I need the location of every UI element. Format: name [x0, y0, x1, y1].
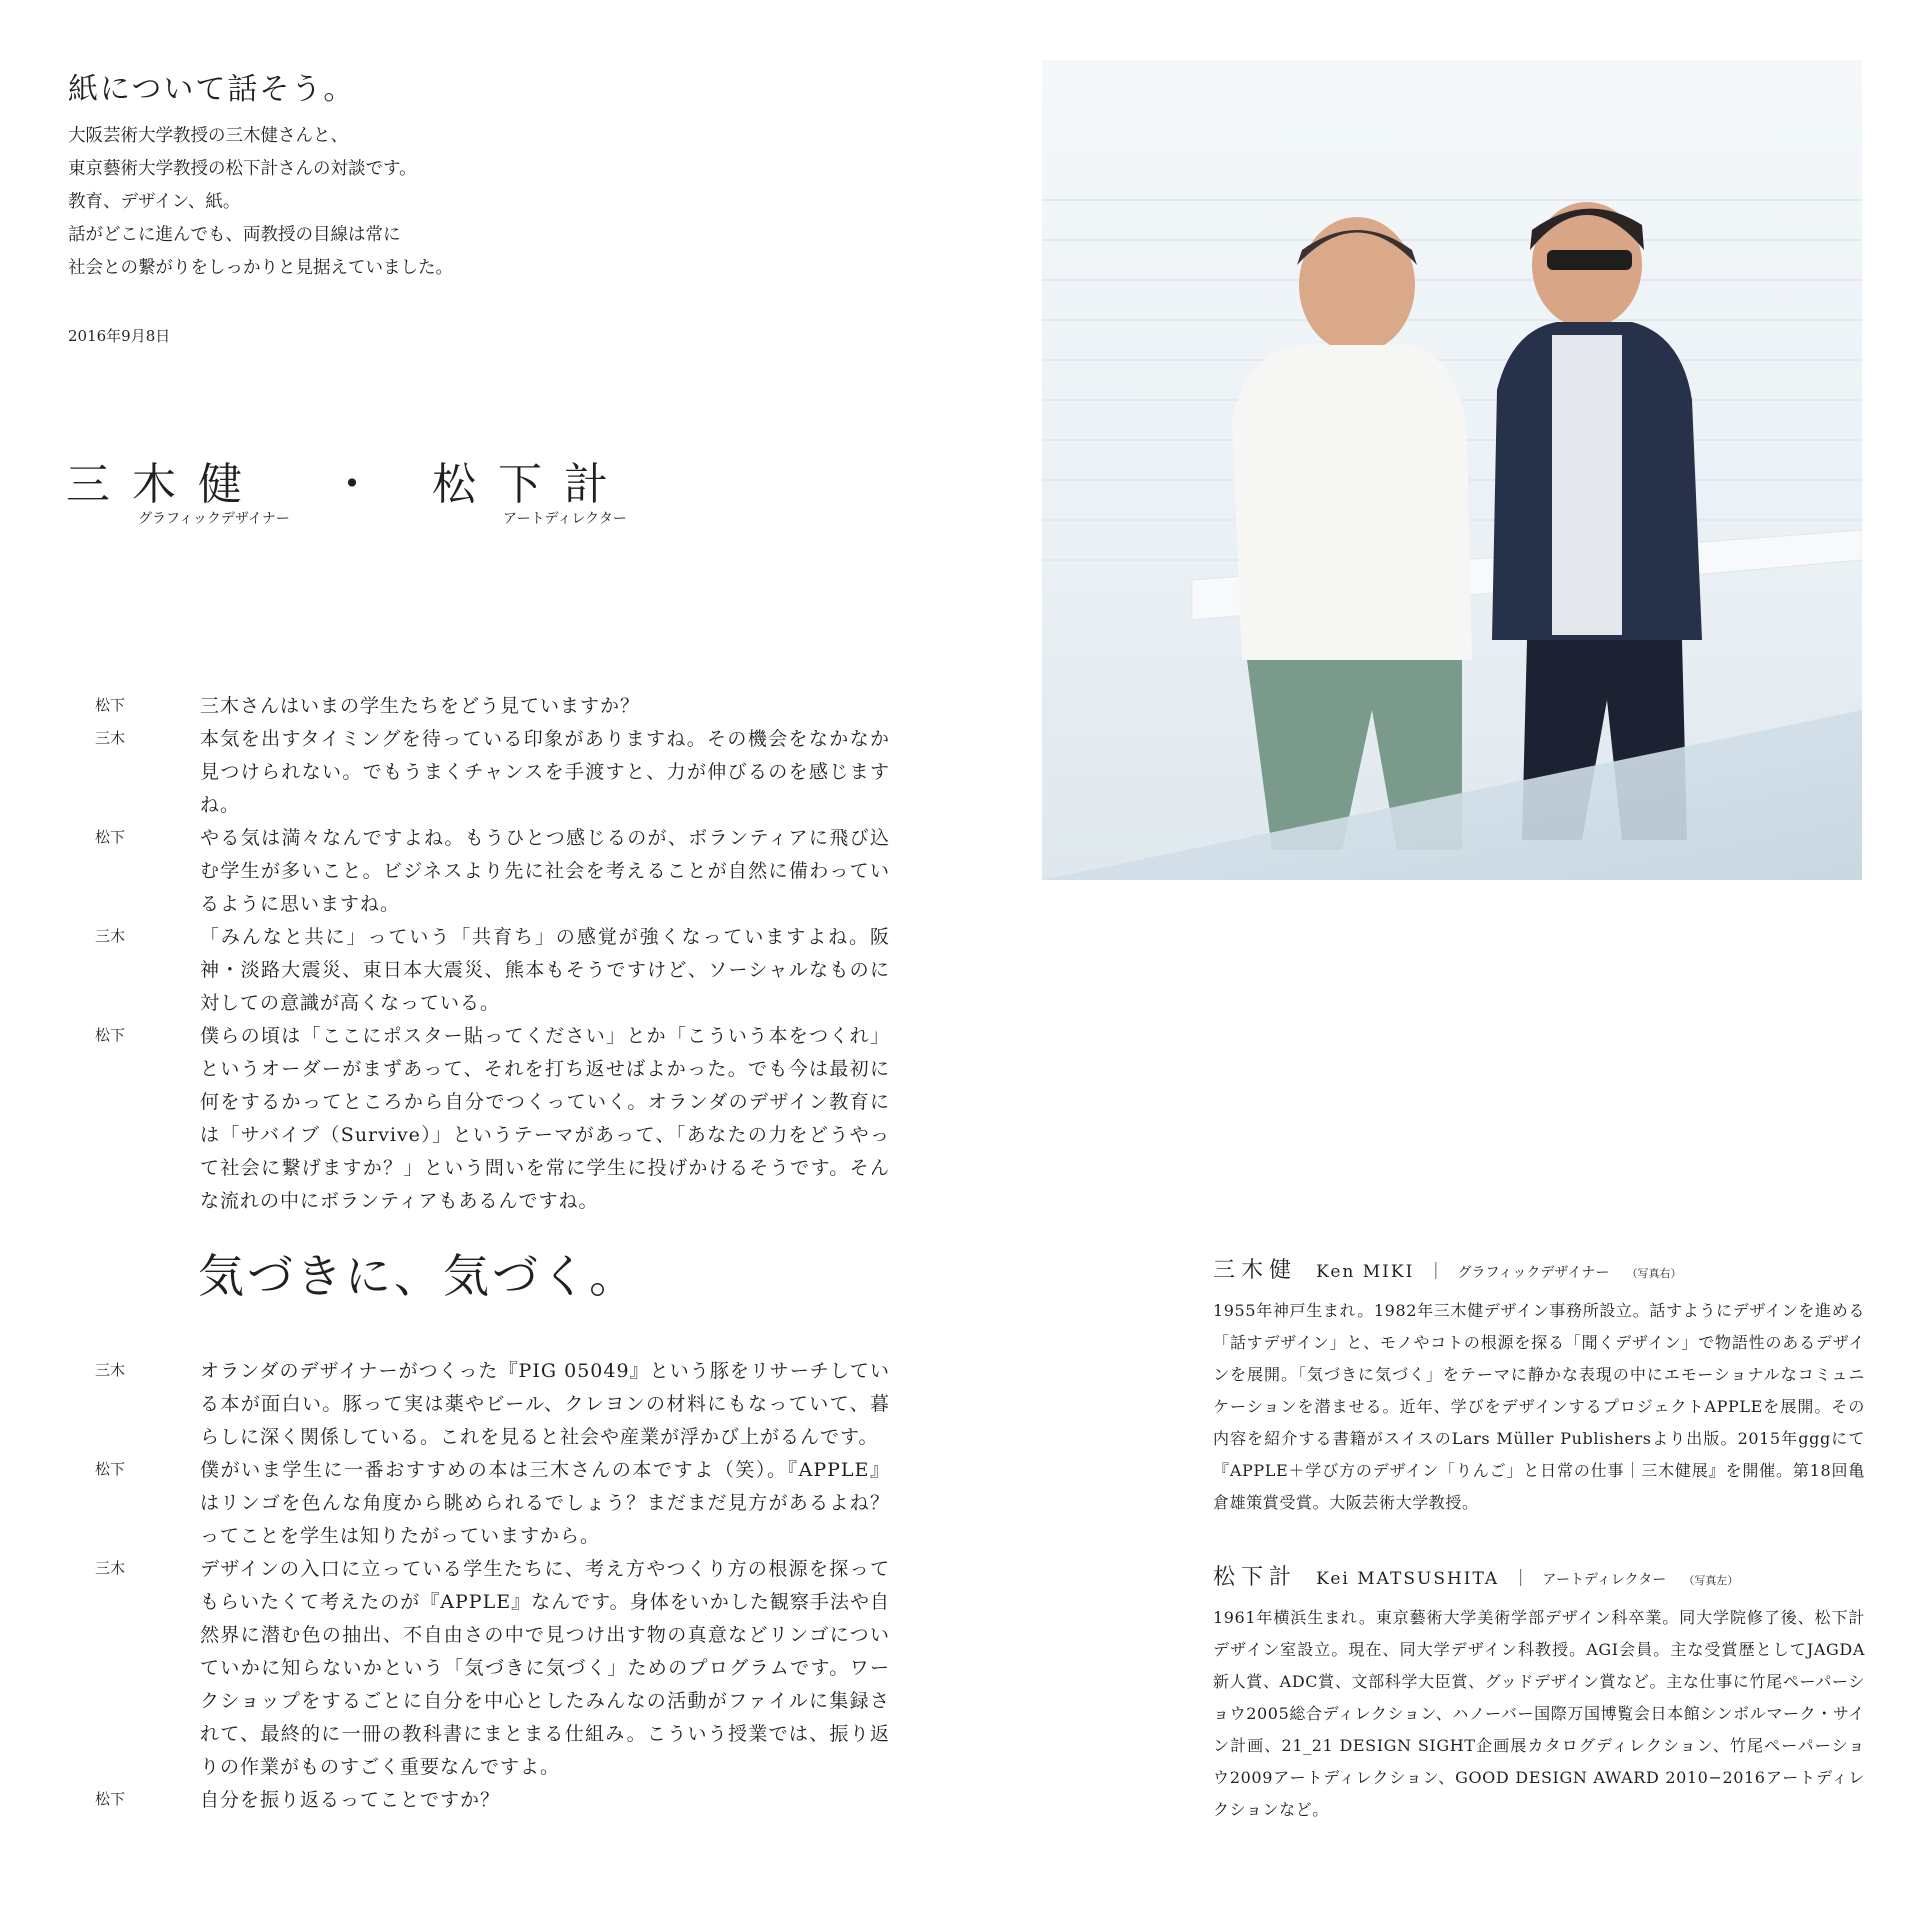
- intro-text: [68, 120, 453, 285]
- dialogue-speaker: 松下: [95, 1026, 126, 1044]
- page-title: 紙について話そう。: [68, 72, 356, 107]
- dialogue-text: 「みんなと共に」っていう「共育ち」の感覚が強くなっていますよね。阪神・淡路大震災、東日本大震災、熊本もそうですけど、ソーシャルなものに対しての意識が高くなっている。: [200, 926, 890, 1014]
- section-heading: 気づきに、気づく。: [198, 1249, 639, 1303]
- profile-separator: ｜: [1427, 1262, 1445, 1282]
- dialogue-speaker: 三木: [95, 1559, 126, 1577]
- profile-matsushita: [1213, 1560, 1865, 1826]
- dialogue-line: [0, 723, 900, 822]
- portrait-photo: [1042, 60, 1862, 880]
- profile-bio: 1961年横浜生まれ。東京藝術大学美術学部デザイン科卒業。同大学院修了後、松下計デザイン室設立。現在、同大学デザイン科教授。AGI会員。主な受賞歴としてJAGDA新人賞、ADC賞、文部科学大臣賞、グッドデザイン賞など。主な仕事に竹尾ペーパーショウ2005総合ディレクション、ハノーバー国際万国博覧会日本館シンボルマーク・サイン計画、21_21 DESIGN SIGHT企画展カタログディレクション、竹尾ペーパーショウ2009アートディレクション、GOOD DESIGN AWARD 2010−2016アートディレクションなど。: [1213, 1608, 1865, 1819]
- dialogue-line: [0, 1784, 900, 1817]
- speaker-name-miki: 三木健: [66, 459, 264, 510]
- dialogue-text: やる気は満々なんですよね。もうひとつ感じるのが、ボランティアに飛び込む学生が多いこと。ビジネスより先に社会を考えることが自然に備わっているように思いますね。: [200, 827, 890, 915]
- dialogue-line: [0, 1020, 900, 1218]
- profile-roman-name: Kei MATSUSHITA: [1316, 1569, 1500, 1589]
- profile-role: アートディレクター: [1542, 1572, 1667, 1588]
- dialogue-speaker: 三木: [95, 1361, 126, 1379]
- dialogue-text: デザインの入口に立っている学生たちに、考え方やつくり方の根源を探ってもらいたくて考えたのが『APPLE』なんです。身体をいかした観察手法や自然界に潜む色の抽出、不自由さの中で見つけ出す物の真意などリンゴについていかに知らないかという「気づきに気づく」ためのプログラムです。ワークショップをするごとに自分を中心としたみんなの活動がファイルに集録されて、最終的に一冊の教科書にまとまる仕組み。こういう授業では、振り返りの作業がものすごく重要なんですよ。: [200, 1558, 890, 1778]
- intro-line: 東京藝術大学教授の松下計さんの対談です。: [68, 159, 417, 179]
- dialogue-speaker: 三木: [95, 927, 126, 945]
- intro-line: 社会との繋がりをしっかりと見据えていました。: [68, 258, 453, 278]
- profile-role: グラフィックデザイナー: [1457, 1265, 1610, 1281]
- speaker-name-matsushita: 松下計: [432, 459, 630, 510]
- profile-name: 松下計: [1213, 1565, 1298, 1590]
- dialogue-text: 僕がいま学生に一番おすすめの本は三木さんの本ですよ（笑）。『APPLE』はリンゴを色んな角度から眺められるでしょう？まだまだ見方があるよね？ってことを学生は知りたがっていますから。: [200, 1459, 890, 1547]
- profile-photo-note: （写真左）: [1683, 1574, 1739, 1587]
- dialogue-line: [0, 690, 900, 723]
- dialogue-text: 自分を振り返るってことですか？: [200, 1789, 501, 1811]
- profile-header: [1213, 1253, 1865, 1289]
- dialogue-section-2: [0, 1355, 900, 1817]
- intro-line: 話がどこに進んでも、両教授の目線は常に: [68, 225, 401, 245]
- profile-photo-note: （写真右）: [1626, 1267, 1682, 1280]
- dialogue-section-1: [0, 690, 900, 1218]
- dialogue-text: 僕らの頃は「ここにポスター貼ってください」とか「こういう本をつくれ」というオーダーがまずあって、それを打ち返せばよかった。でも今は最初に何をするかってところから自分でつくっていく。オランダのデザイン教育には「サバイブ（Survive）」というテーマがあって、「あなたの力をどうやって社会に繋げますか？」という問いを常に学生に投げかけるそうです。そんな流れの中にボランティアもあるんですね。: [200, 1025, 890, 1212]
- profile-name: 三木健: [1213, 1258, 1298, 1283]
- dialogue-speaker: 三木: [95, 729, 126, 747]
- dialogue-line: [0, 921, 900, 1020]
- profile-separator: ｜: [1512, 1569, 1530, 1589]
- profile-header: [1213, 1560, 1865, 1596]
- dialogue-speaker: 松下: [95, 696, 126, 714]
- intro-line: 大阪芸術大学教授の三木健さんと、: [68, 126, 348, 146]
- dialogue-text: 三木さんはいまの学生たちをどう見ていますか？: [200, 695, 641, 717]
- publish-date: 2016年9月8日: [68, 327, 171, 345]
- name-separator: ・: [330, 459, 374, 510]
- profile-bio: 1955年神戸生まれ。1982年三木健デザイン事務所設立。話すようにデザインを進める「話すデザイン」と、モノやコトの根源を探る「聞くデザイン」で物語性のあるデザインを展開。「気づきに気づく」をテーマに静かな表現の中にエモーショナルなコミュニケーションを潜ませる。近年、学びをデザインするプロジェクトAPPLEを展開。その内容を紹介する書籍がスイスのLars Müller Publishersより出版。2015年gggにて『APPLE＋学び方のデザイン「りんご」と日常の仕事｜三木健展』を開催。第18回亀倉雄策賞受賞。大阪芸術大学教授。: [1213, 1301, 1865, 1512]
- dialogue-line: [0, 1355, 900, 1454]
- profile-roman-name: Ken MIKI: [1316, 1262, 1415, 1282]
- dialogue-line: [0, 1454, 900, 1553]
- profile-miki: [1213, 1253, 1865, 1519]
- intro-line: 教育、デザイン、紙。: [68, 192, 241, 212]
- dialogue-line: [0, 822, 900, 921]
- dialogue-speaker: 松下: [95, 828, 126, 846]
- dialogue-speaker: 松下: [95, 1790, 126, 1808]
- dialogue-text: オランダのデザイナーがつくった『PIG 05049』という豚をリサーチしている本が面白い。豚って実は薬やビール、クレヨンの材料にもなっていて、暮らしに深く関係している。これを見ると社会や産業が浮かび上がるんです。: [200, 1360, 890, 1448]
- speaker-role-miki: グラフィックデザイナー: [138, 511, 290, 527]
- dialogue-speaker: 松下: [95, 1460, 126, 1478]
- dialogue-text: 本気を出すタイミングを待っている印象がありますね。その機会をなかなか見つけられない。でもうまくチャンスを手渡すと、力が伸びるのを感じますね。: [200, 728, 890, 816]
- dialogue-line: [0, 1553, 900, 1784]
- speaker-role-matsushita: アートディレクター: [503, 511, 627, 527]
